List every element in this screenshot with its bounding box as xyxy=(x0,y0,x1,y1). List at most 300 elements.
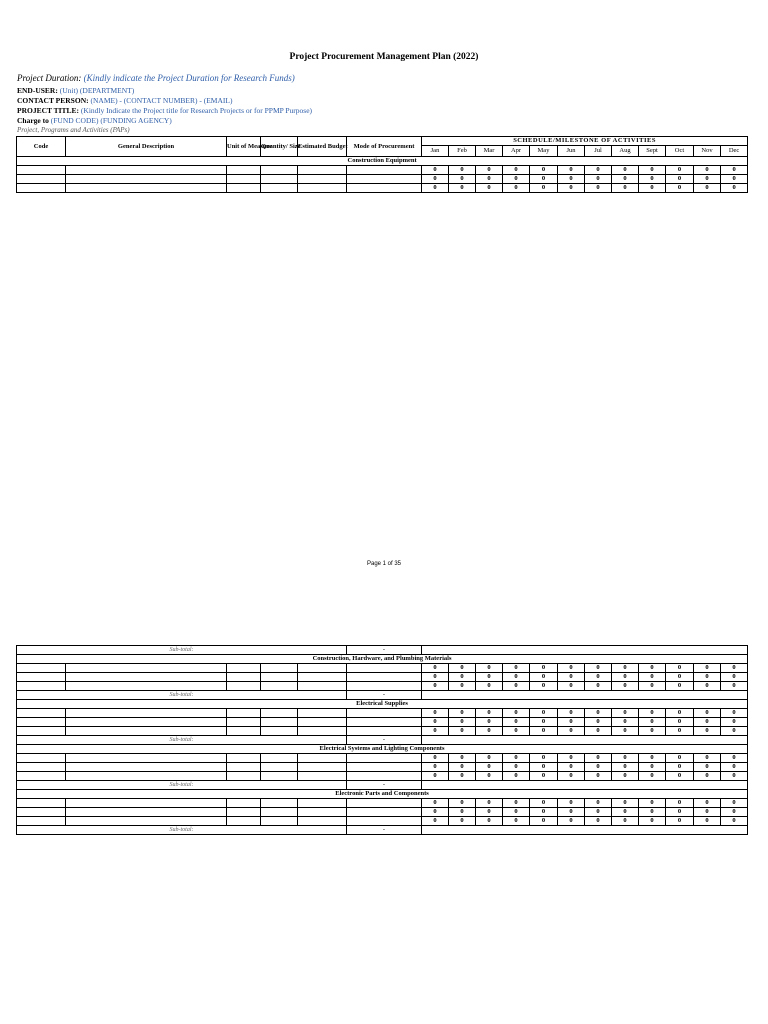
category-row xyxy=(17,745,748,754)
subtotal-row xyxy=(17,736,748,745)
unit-cell xyxy=(227,727,261,736)
month-value-cell: 0 xyxy=(585,772,612,781)
month-sept: Sept xyxy=(639,146,666,157)
month-value-cell: 0 xyxy=(449,682,476,691)
month-value-cell: 0 xyxy=(585,175,612,184)
month-value-cell: 0 xyxy=(585,682,612,691)
month-value-cell: 0 xyxy=(721,709,748,718)
month-value-cell: 0 xyxy=(476,673,503,682)
month-value-cell: 0 xyxy=(612,754,639,763)
budget-cell xyxy=(298,772,347,781)
month-value-cell: 0 xyxy=(694,184,721,193)
table-row xyxy=(17,772,748,781)
month-value-cell: 0 xyxy=(558,673,585,682)
month-value-cell: 0 xyxy=(666,817,694,826)
col-unit: Unit of Measure xyxy=(227,137,261,157)
month-value-cell: 0 xyxy=(530,709,558,718)
month-value-cell: 0 xyxy=(666,673,694,682)
end-user-line xyxy=(17,86,134,95)
month-value-cell: 0 xyxy=(558,808,585,817)
month-value-cell: 0 xyxy=(449,709,476,718)
month-value-cell: 0 xyxy=(558,682,585,691)
month-apr: Apr xyxy=(503,146,530,157)
table-row xyxy=(17,799,748,808)
table-row xyxy=(17,709,748,718)
month-value-cell: 0 xyxy=(694,799,721,808)
subtotal-blank xyxy=(422,781,748,790)
month-value-cell: 0 xyxy=(666,808,694,817)
month-value-cell: 0 xyxy=(449,673,476,682)
month-value-cell: 0 xyxy=(530,799,558,808)
month-value-cell: 0 xyxy=(530,166,558,175)
unit-cell xyxy=(227,718,261,727)
month-value-cell: 0 xyxy=(558,718,585,727)
month-value-cell: 0 xyxy=(503,664,530,673)
duration-label: Project Duration: xyxy=(17,73,82,83)
mode-cell xyxy=(347,754,422,763)
month-value-cell: 0 xyxy=(666,682,694,691)
month-value-cell: 0 xyxy=(476,817,503,826)
month-value-cell: 0 xyxy=(530,175,558,184)
month-oct: Oct xyxy=(666,146,694,157)
month-value-cell: 0 xyxy=(530,817,558,826)
subtotal-label: Sub-total: xyxy=(17,781,347,790)
description-cell xyxy=(66,664,227,673)
month-value-cell: 0 xyxy=(639,754,666,763)
subtotal-label: Sub-total: xyxy=(17,691,347,700)
mode-cell xyxy=(347,184,422,193)
budget-cell xyxy=(298,799,347,808)
month-value-cell: 0 xyxy=(476,166,503,175)
quantity-cell xyxy=(261,175,298,184)
col-quantity: Quantity/ Size xyxy=(261,137,298,157)
table-row xyxy=(17,763,748,772)
month-value-cell: 0 xyxy=(694,664,721,673)
month-value-cell: 0 xyxy=(612,166,639,175)
paps-label: Project, Programs and Activities (PAPs) xyxy=(17,126,130,134)
month-value-cell: 0 xyxy=(449,664,476,673)
month-value-cell: 0 xyxy=(422,808,449,817)
month-value-cell: 0 xyxy=(558,175,585,184)
month-value-cell: 0 xyxy=(422,772,449,781)
month-value-cell: 0 xyxy=(639,772,666,781)
month-value-cell: 0 xyxy=(666,184,694,193)
description-cell xyxy=(66,754,227,763)
month-value-cell: 0 xyxy=(422,673,449,682)
month-value-cell: 0 xyxy=(422,799,449,808)
month-value-cell: 0 xyxy=(530,754,558,763)
month-value-cell: 0 xyxy=(585,184,612,193)
code-cell xyxy=(17,175,66,184)
quantity-cell xyxy=(261,763,298,772)
month-value-cell: 0 xyxy=(449,808,476,817)
month-value-cell: 0 xyxy=(422,682,449,691)
month-value-cell: 0 xyxy=(666,763,694,772)
budget-cell xyxy=(298,817,347,826)
quantity-cell xyxy=(261,166,298,175)
month-value-cell: 0 xyxy=(503,709,530,718)
budget-cell xyxy=(298,673,347,682)
month-value-cell: 0 xyxy=(558,754,585,763)
code-cell xyxy=(17,754,66,763)
month-value-cell: 0 xyxy=(449,763,476,772)
month-value-cell: 0 xyxy=(585,166,612,175)
month-value-cell: 0 xyxy=(476,175,503,184)
subtotal-value: - xyxy=(347,826,422,835)
unit-cell xyxy=(227,184,261,193)
month-value-cell: 0 xyxy=(694,175,721,184)
quantity-cell xyxy=(261,184,298,193)
month-value-cell: 0 xyxy=(530,763,558,772)
month-dec: Dec xyxy=(721,146,748,157)
month-value-cell: 0 xyxy=(422,718,449,727)
subtotal-label: Sub-total: xyxy=(17,826,347,835)
quantity-cell xyxy=(261,709,298,718)
budget-cell xyxy=(298,763,347,772)
quantity-cell xyxy=(261,772,298,781)
month-value-cell: 0 xyxy=(639,184,666,193)
quantity-cell xyxy=(261,799,298,808)
month-value-cell: 0 xyxy=(476,763,503,772)
month-value-cell: 0 xyxy=(612,664,639,673)
mode-cell xyxy=(347,817,422,826)
subtotal-label: Sub-total: xyxy=(17,736,347,745)
month-value-cell: 0 xyxy=(476,718,503,727)
budget-cell xyxy=(298,166,347,175)
month-value-cell: 0 xyxy=(503,166,530,175)
code-cell xyxy=(17,799,66,808)
month-value-cell: 0 xyxy=(639,166,666,175)
col-schedule: SCHEDULE/MILESTONE OF ACTIVITIES xyxy=(422,137,748,146)
month-value-cell: 0 xyxy=(422,754,449,763)
month-value-cell: 0 xyxy=(694,817,721,826)
unit-cell xyxy=(227,763,261,772)
table-row xyxy=(17,727,748,736)
category-row xyxy=(17,157,748,166)
table-row xyxy=(17,673,748,682)
code-cell xyxy=(17,166,66,175)
month-value-cell: 0 xyxy=(558,709,585,718)
month-value-cell: 0 xyxy=(422,709,449,718)
month-value-cell: 0 xyxy=(666,664,694,673)
subtotal-label: Sub-total: xyxy=(17,646,347,655)
project-title-label: PROJECT TITLE: xyxy=(17,106,80,115)
month-value-cell: 0 xyxy=(585,718,612,727)
month-value-cell: 0 xyxy=(503,799,530,808)
subtotal-blank xyxy=(422,646,748,655)
mode-cell xyxy=(347,709,422,718)
description-cell xyxy=(66,682,227,691)
month-value-cell: 0 xyxy=(694,673,721,682)
month-value-cell: 0 xyxy=(666,718,694,727)
month-value-cell: 0 xyxy=(503,817,530,826)
month-value-cell: 0 xyxy=(449,184,476,193)
month-value-cell: 0 xyxy=(721,808,748,817)
month-value-cell: 0 xyxy=(639,799,666,808)
subtotal-blank xyxy=(422,736,748,745)
budget-cell xyxy=(298,808,347,817)
quantity-cell xyxy=(261,808,298,817)
subtotal-row xyxy=(17,646,748,655)
month-value-cell: 0 xyxy=(503,808,530,817)
month-value-cell: 0 xyxy=(530,664,558,673)
month-value-cell: 0 xyxy=(503,673,530,682)
month-value-cell: 0 xyxy=(721,754,748,763)
category-label: Electrical Systems and Lighting Components xyxy=(17,745,748,754)
month-value-cell: 0 xyxy=(503,754,530,763)
month-value-cell: 0 xyxy=(721,718,748,727)
month-value-cell: 0 xyxy=(558,772,585,781)
unit-cell xyxy=(227,772,261,781)
mode-cell xyxy=(347,682,422,691)
month-value-cell: 0 xyxy=(503,682,530,691)
month-value-cell: 0 xyxy=(476,772,503,781)
month-value-cell: 0 xyxy=(612,772,639,781)
month-value-cell: 0 xyxy=(530,682,558,691)
month-value-cell: 0 xyxy=(721,664,748,673)
subtotal-value: - xyxy=(347,646,422,655)
budget-cell xyxy=(298,184,347,193)
col-mode: Mode of Procurement xyxy=(347,137,422,157)
code-cell xyxy=(17,727,66,736)
month-value-cell: 0 xyxy=(585,709,612,718)
quantity-cell xyxy=(261,682,298,691)
code-cell xyxy=(17,673,66,682)
month-value-cell: 0 xyxy=(530,673,558,682)
month-value-cell: 0 xyxy=(612,709,639,718)
code-cell xyxy=(17,184,66,193)
budget-cell xyxy=(298,175,347,184)
quantity-cell xyxy=(261,664,298,673)
month-value-cell: 0 xyxy=(585,664,612,673)
month-value-cell: 0 xyxy=(449,772,476,781)
description-cell xyxy=(66,184,227,193)
code-cell xyxy=(17,709,66,718)
table-row xyxy=(17,718,748,727)
month-value-cell: 0 xyxy=(639,727,666,736)
category-row xyxy=(17,655,748,664)
unit-cell xyxy=(227,175,261,184)
budget-cell xyxy=(298,754,347,763)
table-row xyxy=(17,817,748,826)
month-value-cell: 0 xyxy=(694,166,721,175)
month-jul: Jul xyxy=(585,146,612,157)
month-value-cell: 0 xyxy=(612,184,639,193)
month-value-cell: 0 xyxy=(666,772,694,781)
month-value-cell: 0 xyxy=(585,727,612,736)
mode-cell xyxy=(347,718,422,727)
month-value-cell: 0 xyxy=(721,166,748,175)
month-value-cell: 0 xyxy=(694,709,721,718)
month-value-cell: 0 xyxy=(449,817,476,826)
month-value-cell: 0 xyxy=(612,808,639,817)
month-value-cell: 0 xyxy=(666,799,694,808)
table-row xyxy=(17,175,748,184)
description-cell xyxy=(66,673,227,682)
description-cell xyxy=(66,175,227,184)
table-row xyxy=(17,184,748,193)
code-cell xyxy=(17,772,66,781)
month-value-cell: 0 xyxy=(558,166,585,175)
month-value-cell: 0 xyxy=(721,682,748,691)
month-value-cell: 0 xyxy=(639,673,666,682)
mode-cell xyxy=(347,727,422,736)
month-value-cell: 0 xyxy=(585,763,612,772)
month-value-cell: 0 xyxy=(476,754,503,763)
month-value-cell: 0 xyxy=(639,808,666,817)
project-title-value: (Kindly Indicate the Project title for Research Projects or for PPMP Purpose) xyxy=(80,106,313,115)
month-value-cell: 0 xyxy=(476,184,503,193)
code-cell xyxy=(17,664,66,673)
month-value-cell: 0 xyxy=(639,682,666,691)
category-label: Electrical Supplies xyxy=(17,700,748,709)
category-row xyxy=(17,790,748,799)
mode-cell xyxy=(347,808,422,817)
code-cell xyxy=(17,718,66,727)
month-value-cell: 0 xyxy=(612,727,639,736)
month-value-cell: 0 xyxy=(558,763,585,772)
project-duration-line xyxy=(17,74,295,83)
end-user-value: (Unit) (DEPARTMENT) xyxy=(59,86,135,95)
month-value-cell: 0 xyxy=(558,727,585,736)
month-may: May xyxy=(530,146,558,157)
month-value-cell: 0 xyxy=(503,718,530,727)
description-cell xyxy=(66,808,227,817)
description-cell xyxy=(66,763,227,772)
code-cell xyxy=(17,682,66,691)
month-value-cell: 0 xyxy=(422,166,449,175)
month-jun: Jun xyxy=(558,146,585,157)
month-value-cell: 0 xyxy=(422,184,449,193)
month-value-cell: 0 xyxy=(694,763,721,772)
col-budget: Estimated Budget xyxy=(298,137,347,157)
unit-cell xyxy=(227,664,261,673)
description-cell xyxy=(66,799,227,808)
month-value-cell: 0 xyxy=(721,799,748,808)
month-value-cell: 0 xyxy=(585,799,612,808)
mode-cell xyxy=(347,763,422,772)
month-value-cell: 0 xyxy=(530,718,558,727)
procurement-table-page1 xyxy=(16,136,748,193)
month-value-cell: 0 xyxy=(476,799,503,808)
month-value-cell: 0 xyxy=(476,808,503,817)
mode-cell xyxy=(347,799,422,808)
month-value-cell: 0 xyxy=(585,817,612,826)
month-jan: Jan xyxy=(422,146,449,157)
unit-cell xyxy=(227,808,261,817)
month-nov: Nov xyxy=(694,146,721,157)
description-cell xyxy=(66,166,227,175)
month-value-cell: 0 xyxy=(503,727,530,736)
month-feb: Feb xyxy=(449,146,476,157)
subtotal-value: - xyxy=(347,691,422,700)
month-value-cell: 0 xyxy=(639,718,666,727)
category-label: Electronic Parts and Components xyxy=(17,790,748,799)
code-cell xyxy=(17,817,66,826)
month-value-cell: 0 xyxy=(503,772,530,781)
quantity-cell xyxy=(261,727,298,736)
month-value-cell: 0 xyxy=(694,808,721,817)
end-user-label: END-USER: xyxy=(17,86,58,95)
month-value-cell: 0 xyxy=(503,184,530,193)
month-value-cell: 0 xyxy=(694,718,721,727)
month-value-cell: 0 xyxy=(476,682,503,691)
duration-value: (Kindly indicate the Project Duration for Research Funds) xyxy=(83,73,295,83)
month-value-cell: 0 xyxy=(449,727,476,736)
unit-cell xyxy=(227,754,261,763)
month-value-cell: 0 xyxy=(530,772,558,781)
month-value-cell: 0 xyxy=(694,682,721,691)
month-value-cell: 0 xyxy=(530,808,558,817)
month-value-cell: 0 xyxy=(612,682,639,691)
month-value-cell: 0 xyxy=(721,184,748,193)
month-value-cell: 0 xyxy=(585,808,612,817)
table-row xyxy=(17,166,748,175)
month-value-cell: 0 xyxy=(639,817,666,826)
unit-cell xyxy=(227,817,261,826)
month-value-cell: 0 xyxy=(476,664,503,673)
table-row xyxy=(17,664,748,673)
code-cell xyxy=(17,808,66,817)
month-value-cell: 0 xyxy=(721,772,748,781)
quantity-cell xyxy=(261,754,298,763)
subtotal-blank xyxy=(422,826,748,835)
table-row xyxy=(17,808,748,817)
month-value-cell: 0 xyxy=(422,727,449,736)
budget-cell xyxy=(298,727,347,736)
month-value-cell: 0 xyxy=(558,799,585,808)
category-label: Construction, Hardware, and Plumbing Materials xyxy=(17,655,748,664)
page-title: Project Procurement Management Plan (2022) xyxy=(289,52,479,62)
quantity-cell xyxy=(261,673,298,682)
month-value-cell: 0 xyxy=(721,817,748,826)
subtotal-row xyxy=(17,691,748,700)
project-title-line xyxy=(17,106,312,115)
quantity-cell xyxy=(261,817,298,826)
mode-cell xyxy=(347,673,422,682)
month-value-cell: 0 xyxy=(530,184,558,193)
month-value-cell: 0 xyxy=(558,817,585,826)
month-value-cell: 0 xyxy=(503,175,530,184)
mode-cell xyxy=(347,772,422,781)
budget-cell xyxy=(298,664,347,673)
unit-cell xyxy=(227,709,261,718)
month-value-cell: 0 xyxy=(449,175,476,184)
month-value-cell: 0 xyxy=(721,763,748,772)
budget-cell xyxy=(298,718,347,727)
month-value-cell: 0 xyxy=(503,763,530,772)
subtotal-row xyxy=(17,826,748,835)
mode-cell xyxy=(347,166,422,175)
budget-cell xyxy=(298,682,347,691)
contact-person-line xyxy=(17,96,232,105)
charge-to-line xyxy=(17,116,172,125)
month-value-cell: 0 xyxy=(666,727,694,736)
month-mar: Mar xyxy=(476,146,503,157)
month-value-cell: 0 xyxy=(422,175,449,184)
subtotal-value: - xyxy=(347,736,422,745)
month-value-cell: 0 xyxy=(639,709,666,718)
code-cell xyxy=(17,763,66,772)
month-value-cell: 0 xyxy=(449,754,476,763)
month-value-cell: 0 xyxy=(612,673,639,682)
unit-cell xyxy=(227,682,261,691)
month-value-cell: 0 xyxy=(612,799,639,808)
mode-cell xyxy=(347,664,422,673)
description-cell xyxy=(66,718,227,727)
description-cell xyxy=(66,817,227,826)
month-value-cell: 0 xyxy=(476,709,503,718)
